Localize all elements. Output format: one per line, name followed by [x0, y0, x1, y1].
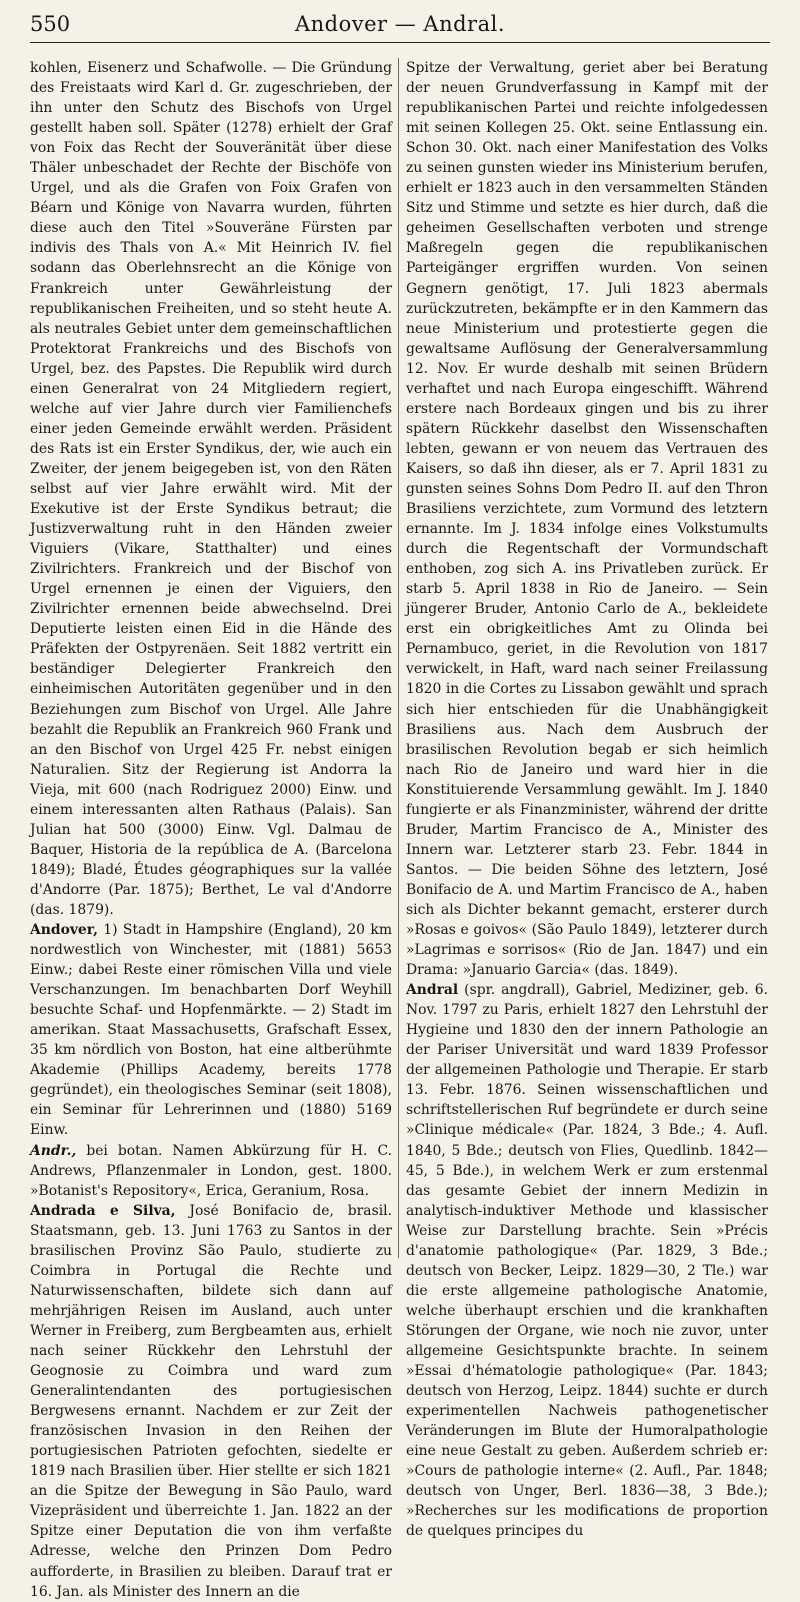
entry-text: (spr. angdrall), Gabriel, Mediziner, geb. 6. Nov. 1797 zu Paris, erhielt 1827 den Lehrstuhl der Hygieine und 1830 den der innern Pathologie an der Pariser Universität und ward 1839 Professor der allgemeinen Pathologie und Therapie. Er starb 13. Febr. 1876. Seinen wissenschaftlichen und schriftstellerischen Ruf begründete er durch seine »Clinique médicale« (Par. 1824, 3 Bde.; 4. Aufl. 1840, 5 Bde.; deutsch von Flies, Quedlinb. 1842—45, 5 Bde.), in welchem Werk er zum erstenmal das gesamte Gebiet der innern Medizin in analytisch-induktiver Methode und klassischer Weise zur Darstellung brachte. Sein »Précis d'anatomie pathologique« (Par. 1829, 3 Bde.; deutsch von Becker, Leipz. 1829—30, 2 Tle.) war die erste allgemeine pathologische Anatomie, welche überhaupt erschien und die krankhaften Störungen der Organe, wie noch nie zuvor, unter allgemeine Gesichtspunkte brachte. In seinem »Essai d'hématologie pathologique« (Par. 1843; deutsch von Herzog, Leipz. 1844) suchte er durch experimentellen Nachweis pathogenetischer Veränderungen im Blute der Humoralpathologie eine neue Gestalt zu geben. Außerdem schrieb er: »Cours de pathologie interne« (2. Aufl., Par. 1848; deutsch von Unger, Berl. 1836—38, 3 Bde.); »Recherches sur les modifications de proportion de quelques principes du — [406, 982, 768, 1540]
running-head: Andover — Andral. — [294, 12, 506, 36]
paragraph-text: kohlen, Eisenerz und Schafwolle. — Die Gründung des Freistaats wird Karl d. Gr. zugeschrieben, der ihn unter den Schutz des Bischofs von Urgel gestellt haben soll. Später (1278) erhielt der Graf von Foix das Recht der Souveränität über diese Thäler unbeschadet der Rechte der Bischöfe von Urgel, und als die Grafen von Foix Grafen von Béarn und Könige von Navarra wurden, führten diese auch den Titel »Souveräne Fürsten par indivis des Thals von A.« Mit Heinrich IV. fiel sodann das Oberlehnsrecht an die Könige von Frankreich unter Gewährleistung der republikanischen Freiheiten, und so steht heute A. als neutrales Gebiet unter dem gemeinschaftlichen Protektorat Frankreichs und des Bischofs von Urgel, bez. des Papstes. Die Republik wird durch einen Generalrat von 24 Mitgliedern regiert, welche auf vier Jahre durch vier Familienchefs einer jeden Gemeinde erwählt werden. Präsident des Rats ist ein Erster Syndikus, der, wie auch ein Zweiter, der jenem beigegeben ist, von den Räten selbst auf vier Jahre erwählt wird. Mit der Exekutive ist der Erste Syndikus betraut; die Justizverwaltung ruht in den Händen zweier Viguiers (Vikare, Statthalter) und eines Zivilrichters. Frankreich und der Bischof von Urgel ernennen je einen der Viguiers, den Zivilrichter ernennen beide abwechselnd. Drei Deputierte leisten einen Eid in die Hände des Präfekten der Ostpyrenäen. Seit 1882 vertritt ein beständiger Delegierter Frankreich den einheimischen Autoritäten gegenüber und in den Beziehungen zum Bischof von Urgel. Alle Jahre bezahlt die Republik an Frankreich 960 Frank und an den Bischof von Urgel 425 Fr. nebst einigen Naturalien. Sitz der Regierung ist Andorra la Vieja, mit 600 (nach Rodriguez 2000) Einw. und einem interessanten alten Rathaus (Palais). San Julian hat 500 (3000) Einw. Vgl. Dalmau de Baquer, Historia de la república de A. (Barcelona 1849); Bladé, Études géographiques sur la vallée d'Andorre (Par. 1875); Berthet, Le val d'Andorre (das. 1879). — [30, 60, 392, 918]
entry-lemma: Andrada e Silva, — [30, 1202, 176, 1219]
entry-lemma: Andover, — [30, 922, 98, 939]
page-number: 550 — [30, 12, 71, 36]
entry-text: José Bonifacio de, brasil. Staatsmann, geb. 13. Juni 1763 zu Santos in der brasilischen Provinz São Paulo, studierte zu Coimbra in Portugal die Rechte und Naturwissenschaften, bildete sich dann auf mehrjährigen Reisen im Ausland, auch unter Werner in Freiberg, zum Bergbeamten aus, erhielt nach seiner Rückkehr den Lehrstuhl der Geognosie zu Coimbra und ward zum Generalintendanten des portugiesischen Bergwesens ernannt. Nachdem er zur Zeit der französischen Invasion in den Reihen der portugiesischen Patrioten gefochten, siedelte er 1819 nach Brasilien über. Hier stellte er sich 1821 an die Spitze der Bewegung in São Paulo, ward Vizepräsident und überreichte 1. Jan. 1822 an der Spitze einer Deputation die von ihm verfaßte Adresse, welche den Prinzen Dom Pedro aufforderte, in Brasilien zu bleiben. Darauf trat er 16. Jan. als Minister des Innern an die — [30, 1202, 393, 1600]
entry-lemma: Andral — [406, 982, 459, 999]
left-column — [30, 58, 392, 1602]
entry-andover — [30, 920, 392, 1141]
paragraph-text: Spitze der Verwaltung, geriet aber bei Beratung der neuen Grundverfassung in Kampf mit der republikanischen Partei und reichte infolgedessen mit seinen Kollegen 25. Okt. seine Entlassung ein. Schon 30. Okt. nach einer Manifestation des Volks zu seinen gunsten wieder ins Ministerium berufen, erhielt er 1823 auch in den versammelten Ständen Sitz und Stimme und setzte es hier durch, daß die geheimen Gesellschaften verboten und strenge Maßregeln gegen die republikanischen Parteigänger ergriffen wurden. Von seinen Gegnern genötigt, 17. Juli 1823 abermals zurückzutreten, bekämpfte er in den Kammern das neue Ministerium und protestierte gegen die gewaltsame Auflösung der Generalversammlung 12. Nov. Er wurde deshalb mit seinen Brüdern verhaftet und nach Europa eingeschifft. Während erstere nach Bordeaux gingen und bis zu ihrer spätern Rückkehr daselbst den Wissenschaften lebten, gewann er von neuem das Vertrauen des Kaisers, so daß ihn dieser, als er 7. April 1831 zu gunsten seines Sohns Dom Pedro II. auf den Thron Brasiliens verzichtete, zum Vormund des letztern ernannte. Im J. 1834 infolge eines Volkstumults durch die Regentschaft der Vormundschaft enthoben, zog sich A. ins Privatleben zurück. Er starb 5. April 1838 in Rio de Janeiro. — Sein jüngerer Bruder, Antonio Carlo de A., bekleidete erst ein obrigkeitliches Amt zu Olinda bei Pernambuco, geriet, in die Revolution von 1817 verwickelt, in Haft, ward nach seiner Freilassung 1820 in die Cortes zu Lissabon gewählt und sprach sich hier entschieden für die Unabhängigkeit Brasiliens aus. Nach dem Ausbruch der brasilischen Revolution begab er sich heimlich nach Rio de Janeiro und ward hier in die Konstituierende Versammlung gewählt. Im J. 1840 fungierte er als Finanzminister, während der dritte Bruder, Martim Francisco de A., Minister des Innern war. Letzterer starb 23. Febr. 1844 in Santos. — Die beiden Söhne des letztern, José Bonifacio de A. und Martim Francisco de A., haben sich als Dichter bekannt gemacht, ersterer durch »Rosas e goivos« (São Paulo 1849), letzterer durch »Lagrimas e sorrisos« (Rio de Jan. 1847) und ein Drama: »Januario Garcia« (das. 1849). — [406, 60, 768, 979]
entry-andr — [30, 1141, 392, 1201]
column-divider — [398, 58, 399, 1258]
entry-text: 1) Stadt in Hampshire (England), 20 km nordwestlich von Winchester, mit (1881) 5653 Einw.; dabei Reste einer römischen Villa und viele Verschanzungen. Im benachbarten Dorf Weyhill besuchte Schaf- und Hopfenmärkte. — 2) Stadt im amerikan. Staat Massachusetts, Grafschaft Essex, 35 km nördlich von Boston, hat eine altberühmte Akademie (Phillips Academy, bereits 1778 gegründet), ein theologisches Seminar (seit 1808), ein Seminar für Lehrerinnen und (1880) 5169 Einw. — [30, 922, 392, 1139]
paragraph-andorra-continued — [30, 58, 392, 920]
page-header — [30, 8, 770, 43]
entry-andrada-e-silva — [30, 1201, 392, 1602]
entry-andral — [406, 980, 768, 1541]
entry-text: bei botan. Namen Abkürzung für H. C. Andrews, Pflanzenmaler in London, gest. 1800. »Botanist's Repository«, Erica, Geranium, Rosa. — [30, 1142, 392, 1199]
right-column — [406, 58, 768, 1541]
entry-lemma: Andr., — [30, 1142, 77, 1159]
paragraph-andrada-continued — [406, 58, 768, 980]
